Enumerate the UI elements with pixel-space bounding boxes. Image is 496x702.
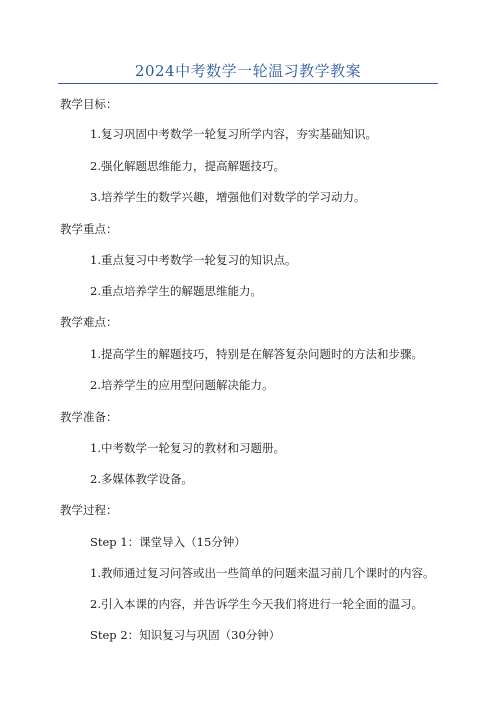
goals-item-2: 2.强化解题思维能力，提高解题技巧。 xyxy=(90,159,285,173)
section-heading-focus: 教学重点： xyxy=(60,222,118,236)
process-step-2: Step 2：知识复习与巩固（30分钟） xyxy=(90,628,281,642)
section-heading-difficulty: 教学难点： xyxy=(60,315,118,329)
section-heading-prep: 教学准备： xyxy=(60,410,118,424)
section-heading-process: 教学过程： xyxy=(60,503,118,517)
goals-item-3: 3.培养学生的数学兴趣，增强他们对数学的学习动力。 xyxy=(90,190,366,204)
difficulty-item-2: 2.培养学生的应用型问题解决能力。 xyxy=(90,378,274,392)
title-underline xyxy=(58,83,438,84)
process-step-1: Step 1：课堂导入（15分钟） xyxy=(90,535,246,549)
process-item-2: 2.引入本课的内容，并告诉学生今天我们将进行一轮全面的温习。 xyxy=(90,597,423,611)
difficulty-item-1: 1.提高学生的解题技巧，特别是在解答复杂问题时的方法和步骤。 xyxy=(90,347,423,361)
document-title: 2024中考数学一轮温习教学教案 xyxy=(134,62,362,80)
process-item-1: 1.教师通过复习问答或出一些简单的问题来温习前几个课时的内容。 xyxy=(90,566,435,580)
focus-item-1: 1.重点复习中考数学一轮复习的知识点。 xyxy=(90,253,297,267)
goals-item-1: 1.复习巩固中考数学一轮复习所学内容，夯实基础知识。 xyxy=(90,127,377,141)
focus-item-2: 2.重点培养学生的解题思维能力。 xyxy=(90,284,262,298)
prep-item-2: 2.多媒体教学设备。 xyxy=(90,472,193,486)
section-heading-goals: 教学目标： xyxy=(60,97,118,111)
prep-item-1: 1.中考数学一轮复习的教材和习题册。 xyxy=(90,441,285,455)
